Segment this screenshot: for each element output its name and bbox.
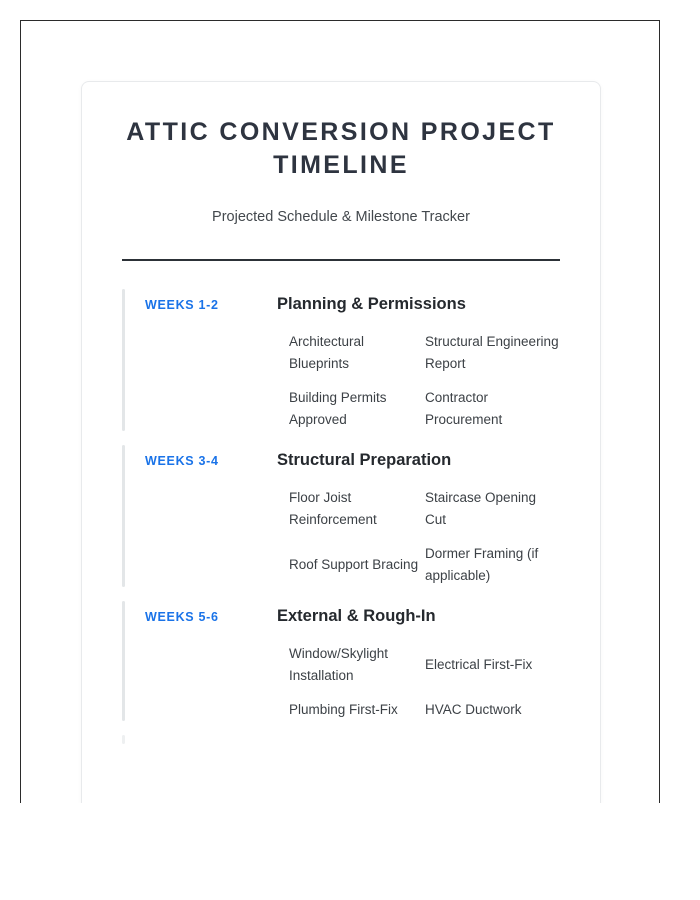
phase-title: Planning & Permissions — [277, 294, 466, 313]
timeline-phase-list — [122, 261, 560, 758]
task-item: HVAC Ductwork — [425, 701, 522, 717]
phase-title: External & Rough-In — [277, 606, 436, 625]
task-item: Building Permits Approved — [289, 389, 387, 427]
phase-week-label: WEEKS 3-4 — [145, 453, 219, 468]
timeline-card — [81, 81, 601, 803]
task-item: Contractor Procurement — [425, 389, 503, 427]
page-subtitle: Projected Schedule & Milestone Tracker — [212, 208, 470, 225]
task-item: Architectural Blueprints — [289, 334, 365, 372]
phase-week-label: WEEKS 1-2 — [145, 297, 219, 312]
phase-body — [277, 289, 560, 431]
phase-task-grid — [277, 627, 560, 721]
task-item: Window/Skylight Installation — [289, 645, 389, 683]
task-item: Staircase Opening Cut — [425, 490, 537, 527]
timeline-phase — [122, 289, 560, 445]
task-item: Dormer Framing (if applicable) — [425, 545, 539, 583]
phase-week-label: WEEKS 5-6 — [145, 609, 219, 624]
page-title: ATTIC CONVERSION PROJECT TIMELINE — [126, 118, 556, 180]
phase-week-label — [125, 735, 277, 744]
timeline-phase — [122, 445, 560, 601]
phase-task-grid — [277, 471, 560, 586]
task-item: Roof Support Bracing — [289, 556, 419, 572]
task-item: Plumbing First-Fix — [289, 701, 398, 717]
task-item: Structural Engineering Report — [425, 334, 559, 372]
card-content — [82, 82, 600, 758]
phase-body — [277, 445, 560, 587]
timeline-phase — [122, 601, 560, 735]
phase-body — [277, 601, 560, 721]
timeline-phase-clipped — [122, 735, 560, 758]
document-page-frame — [20, 20, 660, 803]
phase-body — [277, 735, 560, 744]
phase-task-grid — [277, 315, 560, 430]
task-item: Electrical First-Fix — [425, 656, 533, 672]
task-item: Floor Joist Reinforcement — [289, 490, 377, 527]
phase-title: Structural Preparation — [277, 450, 452, 469]
